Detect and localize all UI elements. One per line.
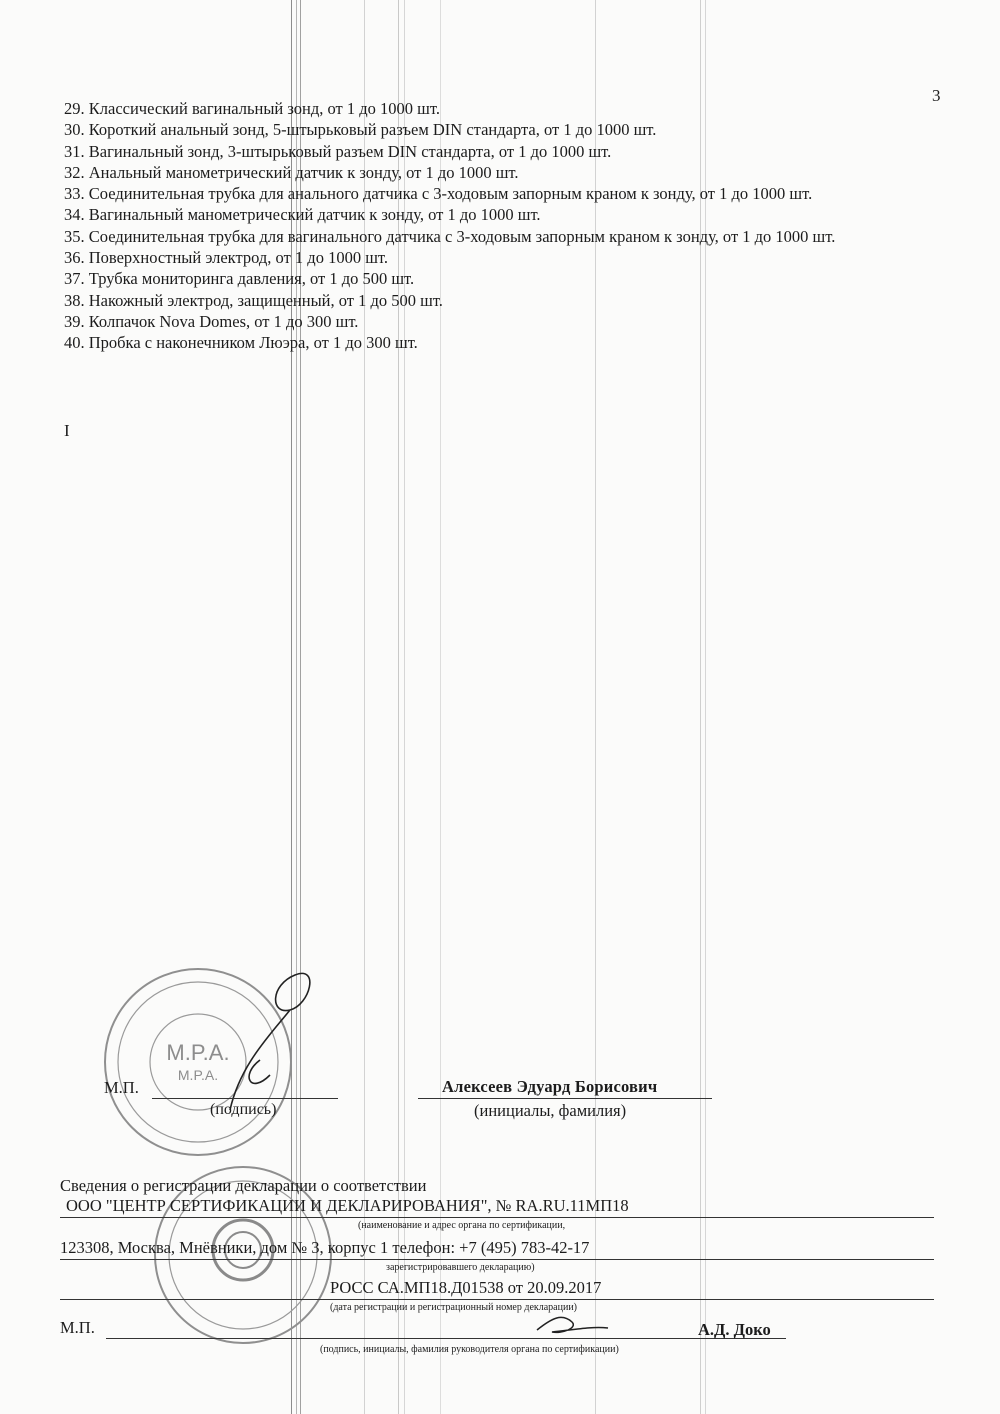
applicant-mp-label: М.П. [104,1078,139,1097]
registration-line [60,1299,934,1300]
director-caption: (подпись, инициалы, фамилия руководителя органа по сертификации) [320,1344,619,1355]
svg-text:M.P.A.: M.P.A. [177,1067,219,1083]
trailing-mark: I [64,421,70,440]
list-item: 29. Классический вагинальный зонд, от 1 до 1000 шт. [64,99,440,118]
organization-line [60,1217,934,1218]
signature-line [152,1098,338,1099]
registration-address: 123308, Москва, Мнёвники, дом № 3, корпус 1 телефон: +7 (495) 783-42-17 [60,1238,590,1257]
list-item: 34. Вагинальный манометрический датчик к зонду, от 1 до 1000 шт. [64,205,541,225]
address-caption: зарегистрировавшего декларацию) [386,1262,535,1273]
list-item: 39. Колпачок Nova Domes, от 1 до 300 шт. [64,311,359,331]
signer-line [418,1098,712,1099]
registration-number: РОСС СА.МП18.Д01538 от 20.09.2017 [330,1278,602,1297]
registration-title: Сведения о регистрации декларации о соответствии [60,1176,427,1195]
address-line [60,1259,934,1260]
list-item: 30. Короткий анальный зонд, 5-штырьковый разъем DIN стандарта, от 1 до 1000 шт. [64,120,657,140]
registration-organization: ООО "ЦЕНТР СЕРТИФИКАЦИИ И ДЕКЛАРИРОВАНИЯ", № RA.RU.11МП18 [66,1196,629,1215]
signer-caption: (инициалы, фамилия) [474,1101,627,1120]
product-list [64,98,944,354]
signer-name: Алексеев Эдуард Борисович [442,1077,658,1096]
svg-text:M.P.A.: M.P.A. [166,1040,230,1065]
certification-mp-label: М.П. [60,1318,95,1337]
director-signature [532,1308,612,1340]
page-number: 3 [932,86,941,105]
director-line [106,1338,786,1339]
applicant-signature [200,965,350,1115]
list-item: 36. Поверхностный электрод, от 1 до 1000 шт. [64,248,388,268]
list-item: 31. Вагинальный зонд, 3-штырьковый разъем DIN стандарта, от 1 до 1000 шт. [64,141,612,161]
list-item: 32. Анальный манометрический датчик к зонду, от 1 до 1000 шт. [64,162,519,182]
signature-caption: (подпись) [210,1101,277,1118]
list-item: 37. Трубка мониторинга давления, от 1 до 500 шт. [64,269,415,289]
director-name: А.Д. Доко [698,1320,771,1339]
list-item: 35. Соединительная трубка для вагинального датчика с 3-ходовым запорным краном к зонду, от 1 до 1000 шт. [64,226,836,246]
list-item: 40. Пробка с наконечником Люэра, от 1 до 300 шт. [64,333,418,353]
list-item: 38. Накожный электрод, защищенный, от 1 до 500 шт. [64,290,443,310]
organization-caption: (наименование и адрес органа по сертификации, [358,1220,566,1231]
list-item: 33. Соединительная трубка для анального датчика с 3-ходовым запорным краном к зонду, от 1 до 1000 шт. [64,184,813,204]
registration-caption: (дата регистрации и регистрационный номер декларации) [330,1302,577,1313]
